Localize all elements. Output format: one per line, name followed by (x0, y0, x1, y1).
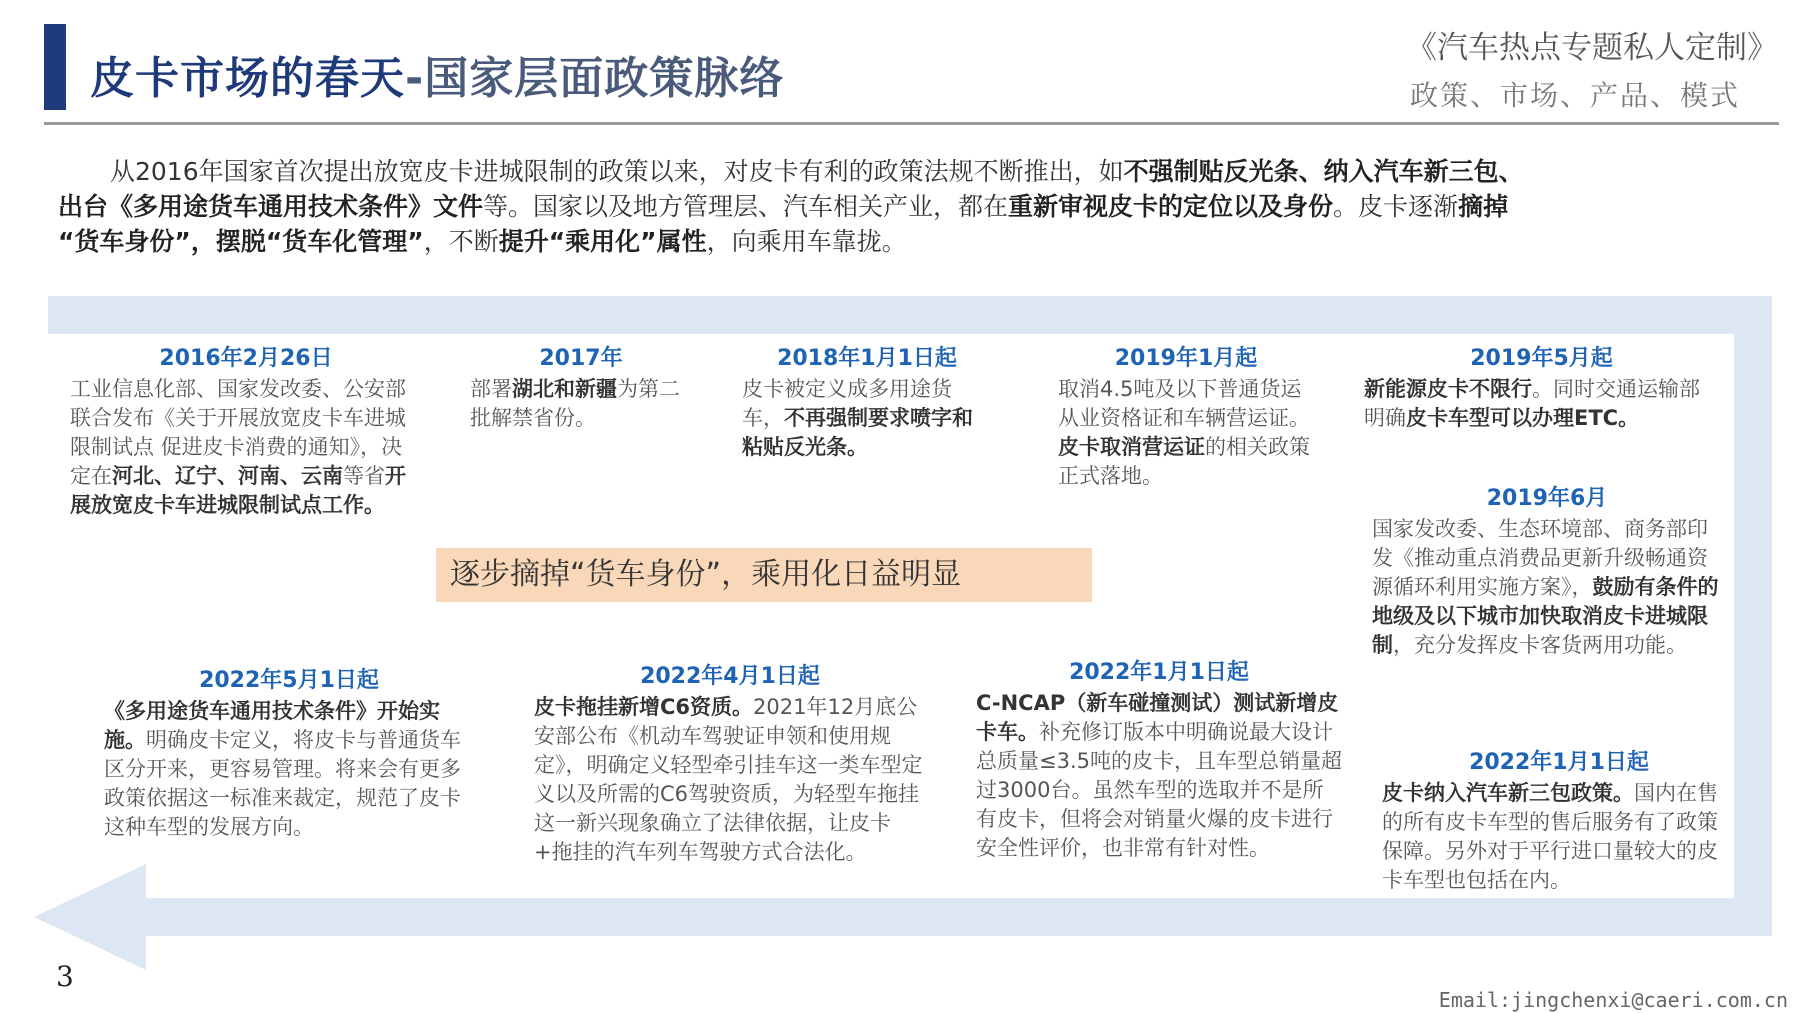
event-text-part: 国家发改委、生态环境部、商务部印发《推动重点消费品更新升级畅通资源循环利用实施方案》， (1372, 517, 1708, 599)
event-text-bold: 新能源皮卡不限行 (1364, 377, 1532, 401)
event-date: 2022年1月1日起 (1469, 750, 1649, 775)
event-date: 2022年4月1日起 (640, 664, 820, 689)
event-text-part: 的相关政策正式落地。 (1058, 435, 1310, 488)
contact-email: Email:jingchenxi@caeri.com.cn (1438, 988, 1788, 1012)
event-text-bold: C-NCAP（新车碰撞测试）测试新增皮卡车。 (976, 691, 1339, 744)
event-text (1372, 515, 1722, 660)
series-subtitle: 政策、市场、产品、模式 (1409, 79, 1740, 112)
event-date: 2019年5月起 (1470, 346, 1613, 371)
event-date: 2019年6月 (1486, 486, 1608, 511)
event-text-part: ，充分发挥皮卡客货两用功能。 (1393, 633, 1687, 657)
event-text-part: 部署 (470, 377, 512, 401)
event-text-bold: 鼓励有条件的地级及以下城市加快取消皮卡进城限制 (1372, 575, 1719, 657)
event-text (1364, 375, 1719, 433)
timeline-event-2022-01-cncap (976, 658, 1342, 863)
event-text-bold: 不再强制要求喷字和粘贴反光条。 (742, 406, 973, 459)
event-date: 2019年1月起 (1114, 346, 1258, 371)
intro-text: ，不断 (423, 227, 499, 256)
series-title: 《汽车热点专题私人定制》 (1406, 30, 1778, 66)
event-date: 2016年2月26日 (159, 346, 333, 371)
intro-text: 。皮卡逐渐 (1333, 192, 1459, 221)
intro-text: ，向乘用车靠拢。 (706, 227, 907, 256)
page-title-sub: -国家层面政策脉络 (405, 53, 785, 104)
event-text-part: 补充修订版本中明确说最大设计总质量≤3.5吨的皮卡，且车型总销量超过3000台。虽然车型的选取并不是所有皮卡，但将会对销量火爆的皮卡进行安全性评价，也非常有针对性。 (976, 720, 1342, 860)
timeline-event-2016-02 (70, 344, 422, 520)
event-text-part: 等省 (343, 464, 385, 488)
timeline-event-2019-06 (1372, 484, 1722, 660)
event-date: 2022年1月1日起 (1069, 660, 1249, 685)
timeline-arrow-head (34, 864, 146, 970)
intro-text: 从2016年国家首次提出放宽皮卡进城限制的政策以来，对皮卡有利的政策法规不断推出，如 (110, 157, 1124, 186)
event-text-part: 2021年12月底公安部公布《机动车驾驶证申领和使用规定》，明确定义轻型牵引挂车这一类车型定义以及所需的C6驾驶资质，为轻型车拖挂这一新兴现象确立了法律依据，让皮卡+拖挂的汽车列车驾驶方式合法化。 (534, 695, 923, 864)
highlight-banner: 逐步摘掉“货车身份”，乘用化日益明显 (436, 548, 1092, 602)
event-text-bold: 开展放宽皮卡车进城限制试点工作。 (70, 464, 406, 517)
intro-bold: “货车身份”，摆脱“货车化管理” (58, 227, 424, 256)
intro-text: 等。国家以及地方管理层、汽车相关产业，都在 (483, 192, 1009, 221)
page-title-main: 皮卡市场的春天 (90, 53, 405, 104)
timeline-event-2022-05 (104, 666, 474, 842)
timeline-event-2022-04 (534, 662, 926, 867)
event-text-bold: 皮卡纳入汽车新三包政策。 (1382, 781, 1634, 805)
event-text (1382, 779, 1736, 895)
timeline-event-2019-01 (1058, 344, 1314, 491)
timeline-event-2019-05 (1364, 344, 1719, 433)
event-text-bold: 皮卡拖挂新增C6资质。 (534, 695, 754, 719)
event-text (976, 689, 1342, 863)
event-text-bold: 皮卡取消营运证 (1058, 435, 1205, 459)
event-text-bold: 湖北和新疆 (512, 377, 617, 401)
page-number: 3 (56, 960, 74, 993)
intro-paragraph (58, 154, 1748, 259)
event-date: 2017年 (539, 346, 623, 371)
event-text (1058, 375, 1314, 491)
event-text-bold: 皮卡车型可以办理ETC。 (1406, 406, 1640, 430)
title-divider (44, 122, 1779, 125)
event-text-part: 工业信息化部、国家发改委、公安部联合发布《关于开展放宽皮卡车进城限制试点 促进皮卡消费的通知》，决定在 (70, 377, 406, 488)
page-title (90, 42, 784, 106)
intro-bold: 提升“乘用化”属性 (498, 227, 707, 256)
event-text-bold: 河北、辽宁、河南、云南 (112, 464, 343, 488)
event-text-part: 国内在售的所有皮卡车型的售后服务有了政策保障。另外对于平行进口量较大的皮卡车型也包括在内。 (1382, 781, 1718, 892)
event-text (70, 375, 422, 520)
timeline-event-2018-01 (742, 344, 992, 462)
event-text-part: 。同时交通运输部明确 (1364, 377, 1700, 430)
event-text (470, 375, 692, 433)
event-date: 2018年1月1日起 (777, 346, 957, 371)
intro-bold: 摘掉 (1458, 192, 1509, 221)
event-text (104, 697, 474, 842)
event-text (742, 375, 992, 462)
event-text-part: 明确皮卡定义，将皮卡与普通货车区分开来，更容易管理。将来会有更多政策依据这一标准来裁定，规范了皮卡这种车型的发展方向。 (104, 728, 461, 839)
event-text-part: 皮卡被定义成多用途货车， (742, 377, 952, 430)
title-accent-bar (44, 24, 66, 110)
event-text-part: 为第二批解禁省份。 (470, 377, 680, 430)
intro-bold: 出台《多用途货车通用技术条件》文件 (58, 192, 484, 221)
intro-bold: 不强制贴反光条、纳入汽车新三包、 (1123, 157, 1524, 186)
timeline-band-top (48, 296, 1772, 334)
timeline-band-bottom (120, 898, 1772, 936)
intro-bold: 重新审视皮卡的定位以及身份 (1008, 192, 1334, 221)
timeline-event-2022-01-warranty (1382, 748, 1736, 895)
event-text (534, 693, 926, 867)
timeline-event-2017 (470, 344, 692, 433)
event-text-bold: 《多用途货车通用技术条件》开始实施。 (104, 699, 440, 752)
event-date: 2022年5月1日起 (199, 668, 379, 693)
event-text-part: 取消4.5吨及以下普通货运从业资格证和车辆营运证。 (1058, 377, 1310, 430)
timeline-band-right (1734, 296, 1772, 936)
